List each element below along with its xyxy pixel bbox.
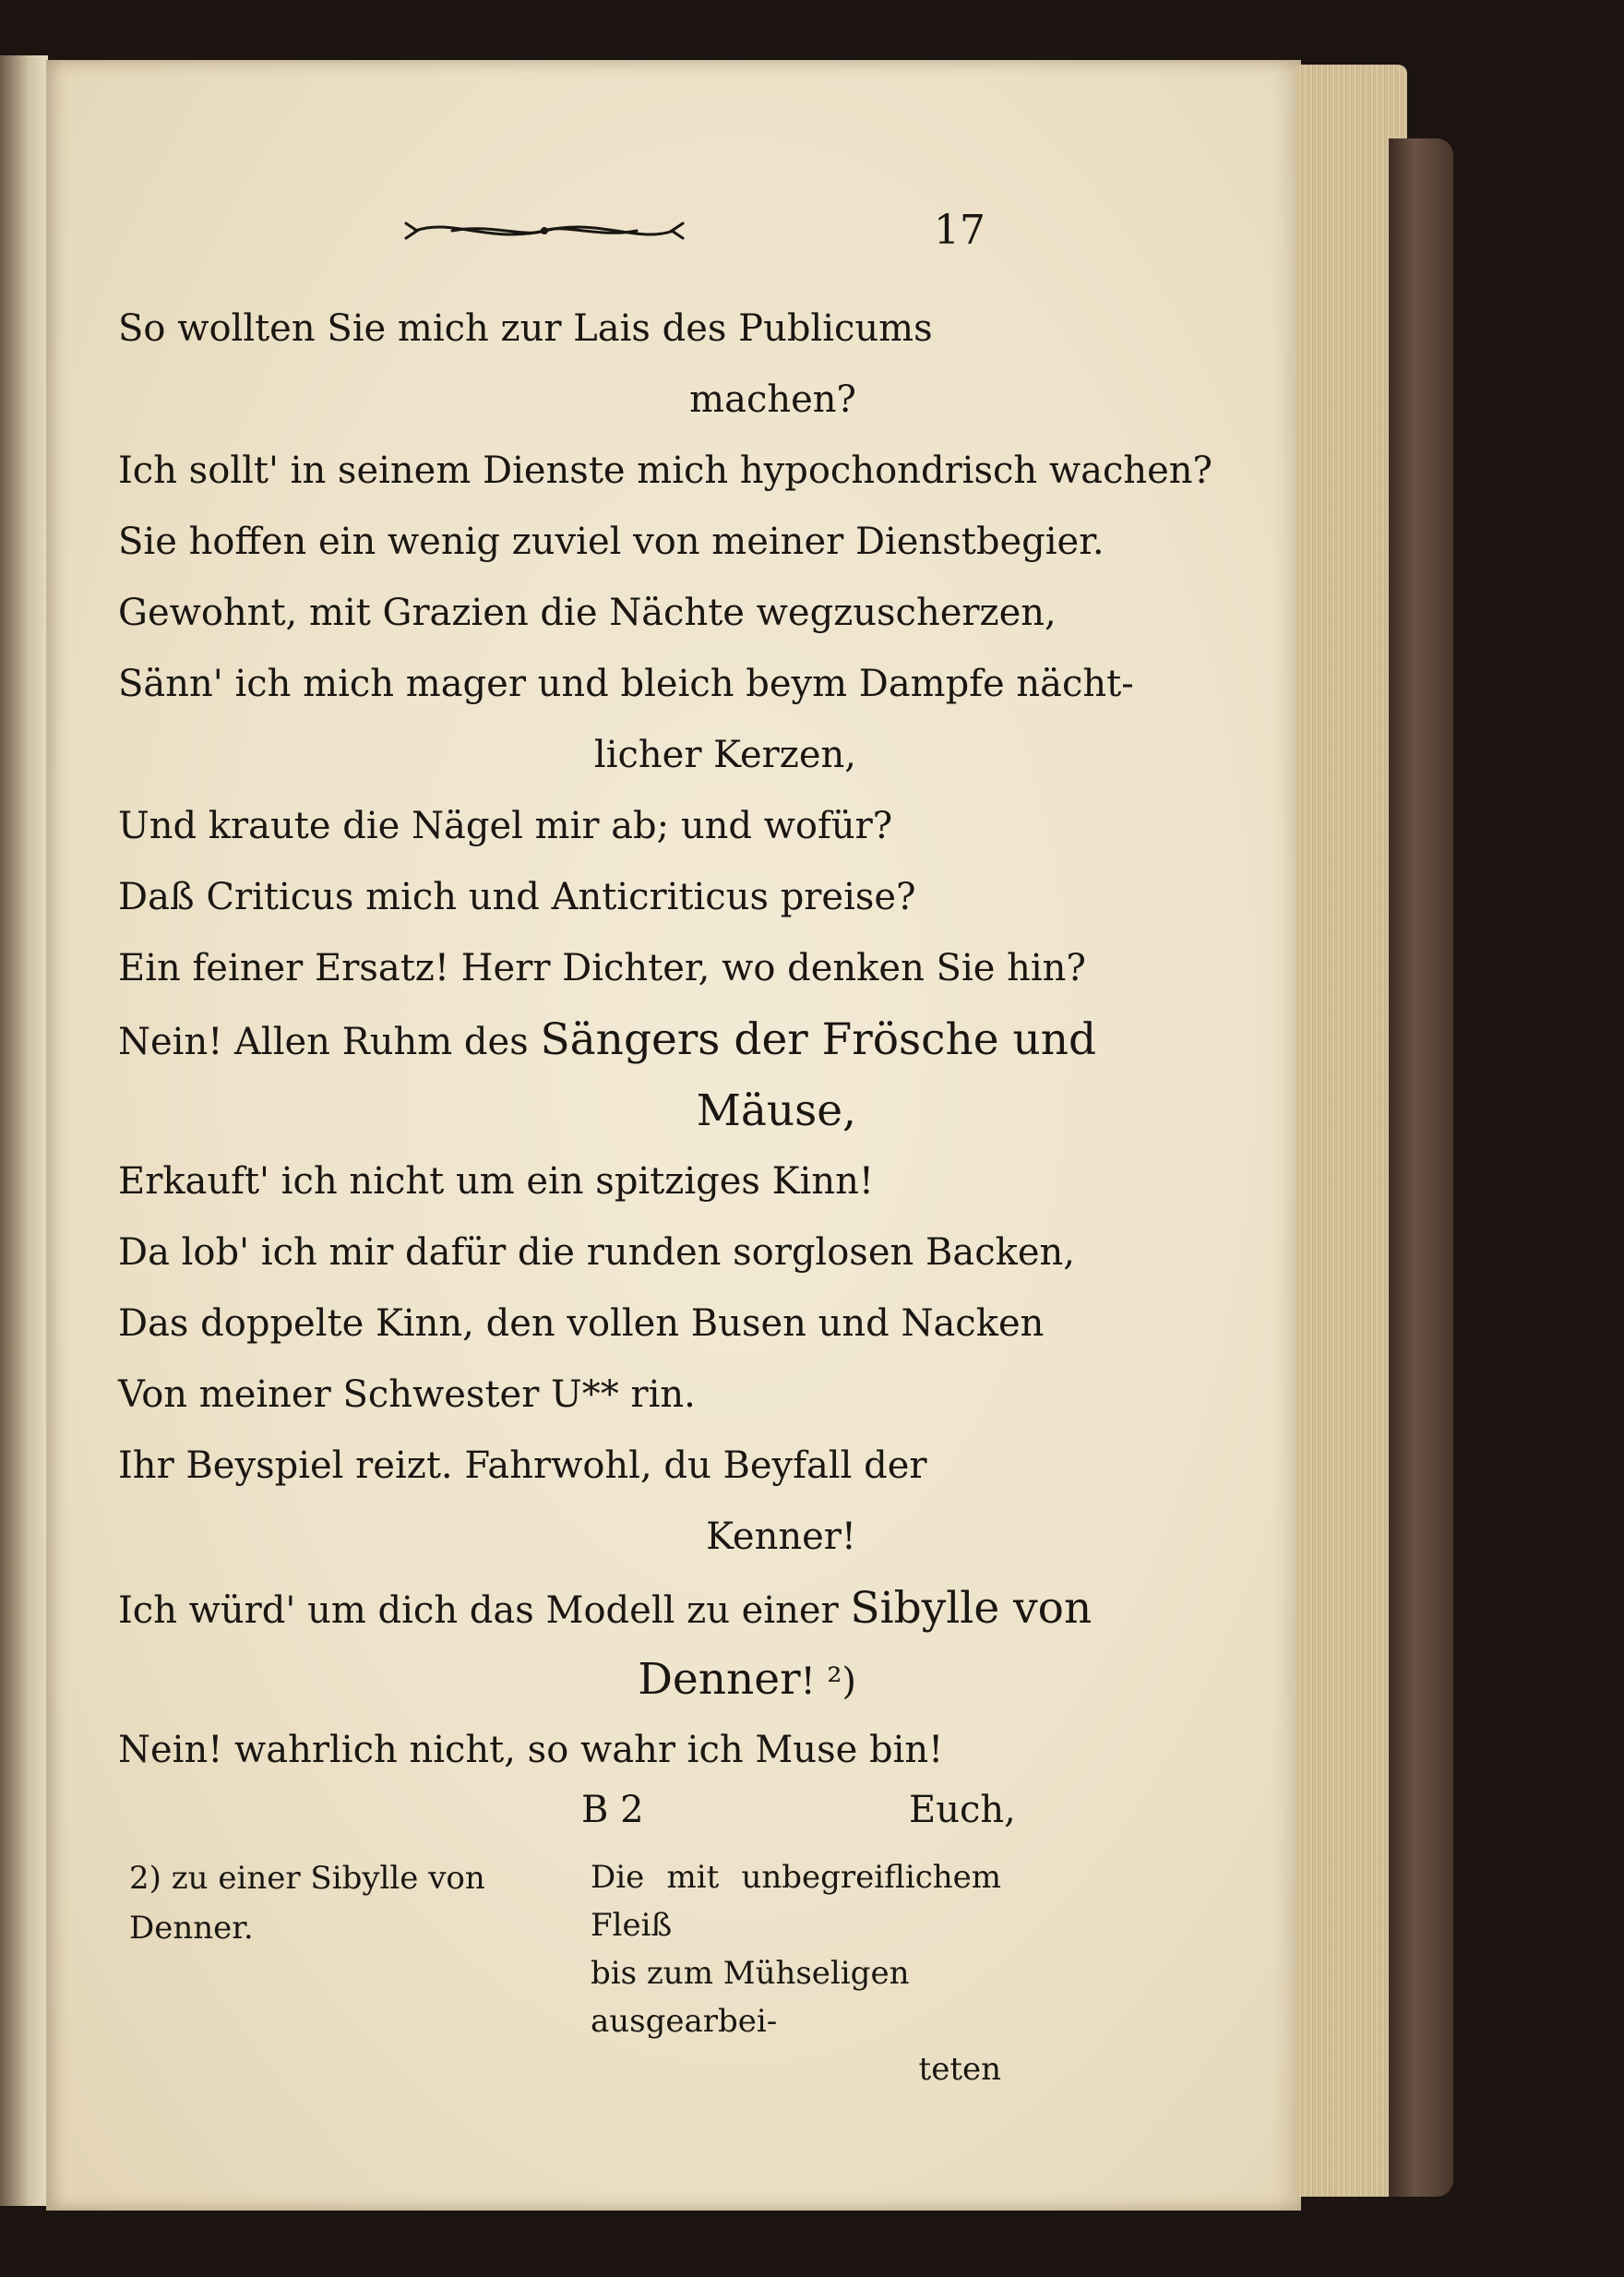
catchword: Euch, — [909, 1789, 1016, 1831]
verse-emphasis: Sängers der Frösche und — [540, 1014, 1097, 1065]
verse-line-continuation: Kenner! — [706, 1516, 856, 1558]
verse-line: Da lob' ich mir dafür die runden sorglosen Backen, — [118, 1231, 1076, 1274]
footnote-right-line: Die mit unbegreiflichem Fleiß — [591, 1859, 1001, 1944]
verse-line: So wollten Sie mich zur Lais des Publicums — [118, 307, 933, 350]
verse-line — [118, 1004, 1097, 1075]
verse-line-continuation: machen? — [689, 378, 856, 421]
verse-line: Nein! wahrlich nicht, so wahr ich Muse bin! — [118, 1729, 944, 1771]
footnote-right-line: bis zum Mühseligen ausgearbei- — [591, 1955, 910, 2040]
verse-emphasis: Denner — [638, 1654, 801, 1705]
ornament-flourish-icon — [397, 210, 692, 251]
verse-line: Ihr Beyspiel reizt. Fahrwohl, du Beyfall der — [118, 1444, 927, 1487]
verse-line-continuation — [118, 1075, 995, 1146]
verse-line: Gewohnt, mit Grazien die Nächte wegzuscherzen, — [118, 592, 1057, 634]
verse-emphasis: Sibylle von — [850, 1583, 1093, 1634]
footnote-right-line: teten — [918, 2051, 1001, 2088]
verse-line: Ein feiner Ersatz! Herr Dichter, wo denken Sie hin? — [118, 947, 1086, 989]
signature-mark: B 2 — [581, 1789, 644, 1831]
footnote-reference: ! ²) — [800, 1660, 856, 1703]
book-cover-edge — [1389, 138, 1453, 2197]
poem-body — [118, 294, 1212, 1786]
page-number: 17 — [934, 207, 985, 254]
verse-line: Daß Criticus mich und Anticriticus preise? — [118, 876, 916, 918]
verse-line: Sänn' ich mich mager und bleich beym Dampfe nächt- — [118, 663, 1134, 705]
verse-line: Das doppelte Kinn, den vollen Busen und Nacken — [118, 1302, 1045, 1345]
verse-line-continuation: licher Kerzen, — [593, 734, 856, 776]
verse-line-continuation — [118, 1644, 995, 1715]
verse-text: Ich würd' um dich das Modell zu einer — [118, 1589, 851, 1632]
footnote-right — [591, 1853, 1001, 2093]
verse-line: Von meiner Schwester U** rin. — [118, 1373, 696, 1416]
previous-page-edge — [0, 55, 48, 2206]
verse-text: Nein! Allen Ruhm des — [118, 1021, 541, 1063]
verse-line: Und kraute die Nägel mir ab; und wofür? — [118, 805, 893, 847]
footnote-left: 2) zu einer Sibylle von Denner. — [129, 1860, 485, 1947]
verse-line: Erkauft' ich nicht um ein spitziges Kinn! — [118, 1160, 874, 1203]
verse-emphasis: Mäuse, — [696, 1085, 856, 1136]
verse-line — [118, 1573, 1093, 1644]
verse-line: Sie hoffen ein wenig zuviel von meiner Dienstbegier. — [118, 521, 1105, 563]
verse-line: Ich sollt' in seinem Dienste mich hypochondrisch wachen? — [118, 449, 1212, 492]
footnotes — [129, 1853, 1001, 2093]
